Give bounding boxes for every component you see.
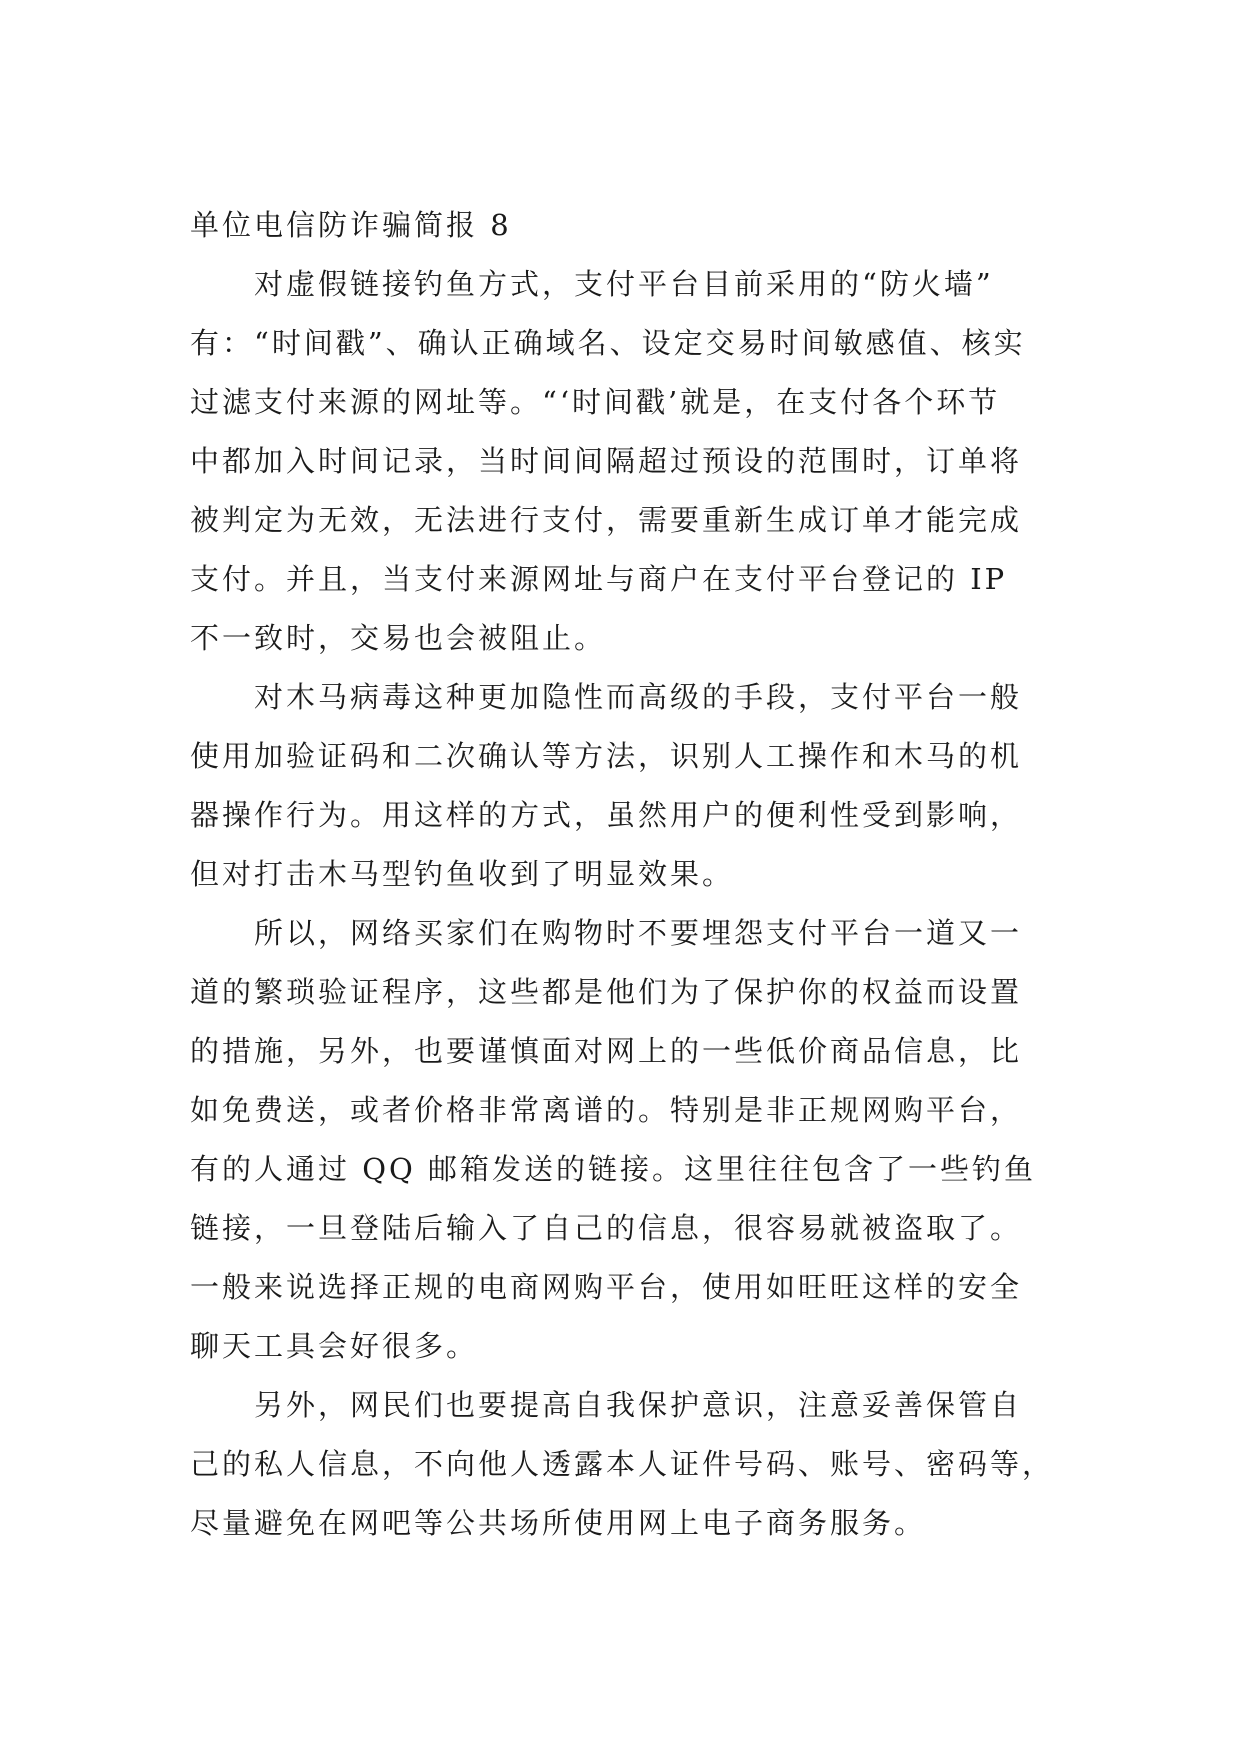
paragraph-1: [190, 255, 1050, 668]
paragraph-line: 尽量避免在网吧等公共场所使用网上电子商务服务。: [190, 1506, 927, 1540]
paragraph-line: 链接，一旦登陆后输入了自己的信息，很容易就被盗取了。: [190, 1211, 1023, 1245]
paragraph-line: 器操作行为。用这样的方式，虽然用户的便利性受到影响，: [190, 798, 1023, 832]
document-body: [190, 196, 1055, 1553]
paragraph-line: 有的人通过 QQ 邮箱发送的链接。这里往往包含了一些钓鱼: [190, 1152, 1036, 1186]
paragraph-line: 支付。并且，当支付来源网址与商户在支付平台登记的 IP: [190, 562, 1008, 596]
paragraph-line: 但对打击木马型钓鱼收到了明显效果。: [190, 857, 735, 891]
paragraph-line: 对木马病毒这种更加隐性而高级的手段，支付平台一般: [254, 680, 1023, 714]
paragraph-4: [190, 1376, 1055, 1553]
paragraph-3: [190, 904, 1050, 1376]
paragraph-line: 一般来说选择正规的电商网购平台，使用如旺旺这样的安全: [190, 1270, 1023, 1304]
paragraph-line: 道的繁琐验证程序，这些都是他们为了保护你的权益而设置: [190, 975, 1023, 1009]
paragraph-line: 对虚假链接钓鱼方式，支付平台目前采用的“防火墙”: [254, 267, 994, 301]
paragraph-2: [190, 668, 1050, 904]
paragraph-line: 聊天工具会好很多。: [190, 1329, 479, 1363]
paragraph-line: 被判定为无效，无法进行支付，需要重新生成订单才能完成: [190, 503, 1023, 537]
paragraph-line: 使用加验证码和二次确认等方法，识别人工操作和木马的机: [190, 739, 1023, 773]
paragraph-line: 所以，网络买家们在购物时不要埋怨支付平台一道又一: [254, 916, 1023, 950]
paragraph-line: 如免费送，或者价格非常离谱的。特别是非正规网购平台，: [190, 1093, 1023, 1127]
document-title: 单位电信防诈骗简报 8: [190, 208, 512, 242]
paragraph-line: 己的私人信息，不向他人透露本人证件号码、账号、密码等，: [190, 1447, 1055, 1481]
paragraph-line: 过滤支付来源的网址等。“‘时间戳’就是，在支付各个环节: [190, 385, 1001, 419]
paragraph-line: 有：“时间戳”、确认正确域名、设定交易时间敏感值、核实: [190, 326, 1026, 360]
paragraph-line: 另外，网民们也要提高自我保护意识，注意妥善保管自: [254, 1388, 1023, 1422]
paragraph-line: 不一致时，交易也会被阻止。: [190, 621, 607, 655]
paragraph-line: 中都加入时间记录，当时间间隔超过预设的范围时，订单将: [190, 444, 1023, 478]
paragraph-line: 的措施，另外，也要谨慎面对网上的一些低价商品信息，比: [190, 1034, 1023, 1068]
